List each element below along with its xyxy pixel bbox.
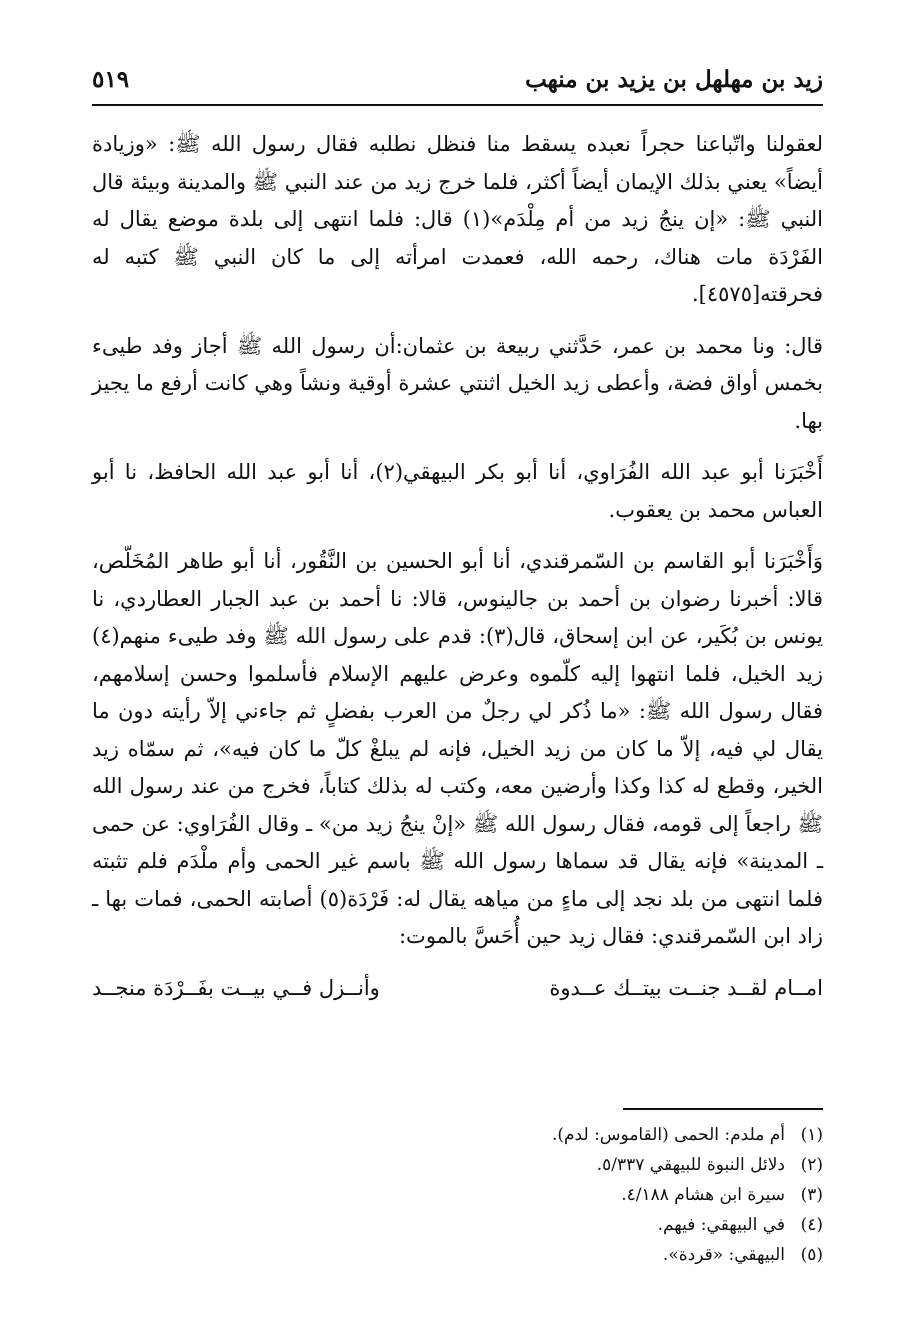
footnote [393, 1180, 823, 1210]
footnote-rule [623, 1108, 823, 1110]
footnote-number: (٣) [800, 1185, 823, 1205]
footnote-number: (٢) [800, 1155, 823, 1175]
footnote-number: (١) [800, 1125, 823, 1145]
paragraph: لعقولنا واتّباعنا حجراً نعبده يسقط منا فنظل نطلبه فقال رسول الله ﷺ: «وزيادة أيضاً» يعني بذلك الإيمان أيضاً أكثر، فلما خرج زيد من عند النبي ﷺ والمدينة وبيئة قال النبي ﷺ: «إن ينجُ زيد من أم مِلْدَم»(١) قال: فلما انتهى إلى بلدة موضع يقال له الفَرْدَة مات هناك، رحمه الله، فعمدت امرأته إلى ما كان النبي ﷺ كتبه له فحرقته[٤٥٧٥]. [92, 132, 823, 306]
verse-first-hemistich: امــام لقــد جنــت بيتــك عــدوة [549, 975, 823, 1000]
footnote [393, 1120, 823, 1150]
footnote-text: أم ملدم: الحمى (القاموس: لدم). [552, 1125, 785, 1145]
footnote-text: دلائل النبوة للبيهقي ٥/٣٣٧. [596, 1155, 785, 1175]
paragraph: وَأَخْبَرَنا أبو القاسم بن السّمرقندي، أنا أبو الحسين بن النَّقُور، أنا أبو طاهر المُخَلّص، قالا: أخبرنا رضوان بن أحمد بن جالينوس، قالا: نا أحمد بن عبد الجبار العطاردي، نا يونس بن بُكَير، عن ابن إسحاق، قال(٣): قدم على رسول الله ﷺ وفد طيىء منهم(٤) زيد الخيل، فلما انتهوا إليه كلّموه وعرض عليهم الإسلام فأسلموا وحسن إسلامهم، فقال رسول الله ﷺ: «ما ذُكر لي رجلٌ من العرب بفضلٍ ثم جاءني إلاّ رأيته دون ما يقال لي فيه، إلاّ ما كان من زيد الخيل، فإنه لم يبلغْ كلّ ما كان فيه»، ثم سمّاه زيد الخير، وقطع له كذا وكذا وأرضين معه، وكتب له بذلك كتاباً، فخرج من عند رسول الله ﷺ راجعاً إلى قومه، فقال رسول الله ﷺ «إنْ ينجُ زيد من» ـ وقال الفُرَاوي: عن حمى ـ المدينة» فإنه يقال قد سماها رسول الله ﷺ باسم غير الحمى وأم ملْدَم فلم تثبته فلما انتهى من بلد نجد إلى ماءٍ من مياهه يقال له: فَرْدَة(٥) أصابته الحمى، فمات بها ـ زاد ابن السّمرقندي: فقال زيد حين أُحَسَّ بالموت: [92, 549, 823, 948]
main-text [92, 126, 823, 1007]
footnotes [393, 1120, 823, 1270]
poem-verse [92, 970, 823, 1008]
footnote-text: في البيهقي: فيهم. [657, 1215, 785, 1235]
footnote [393, 1210, 823, 1240]
page-number: ٥١٩ [92, 65, 130, 93]
footnote-number: (٤) [800, 1215, 823, 1235]
paragraph: أَخْبَرَنا أبو عبد الله الفُرَاوي، أنا أبو بكر البيهقي(٢)، أنا أبو عبد الله الحافظ، نا أبو العباس محمد بن يعقوب. [92, 460, 823, 522]
paragraph: قال: ونا محمد بن عمر، حَدَّثني ربيعة بن عثمان:أن رسول الله ﷺ أجاز وفد طيىء بخمس أواق فضة، وأعطى زيد الخيل اثنتي عشرة أوقية ونشاً وهي كانت أرفع ما يجيز بها. [92, 333, 823, 433]
running-title: زيد بن مهلهل بن يزيد بن منهب [525, 65, 823, 93]
header-rule [92, 104, 823, 106]
footnote [393, 1150, 823, 1180]
footnote-text: سيرة ابن هشام ٤/١٨٨. [621, 1185, 785, 1205]
footnote-number: (٥) [800, 1245, 823, 1265]
page-header [92, 62, 823, 96]
footnote [393, 1240, 823, 1270]
verse-second-hemistich: وأنــزل فــي بيــت بفَــرْدَة منجــد [92, 975, 380, 1000]
footnote-text: البيهقي: «قردة». [662, 1245, 785, 1265]
